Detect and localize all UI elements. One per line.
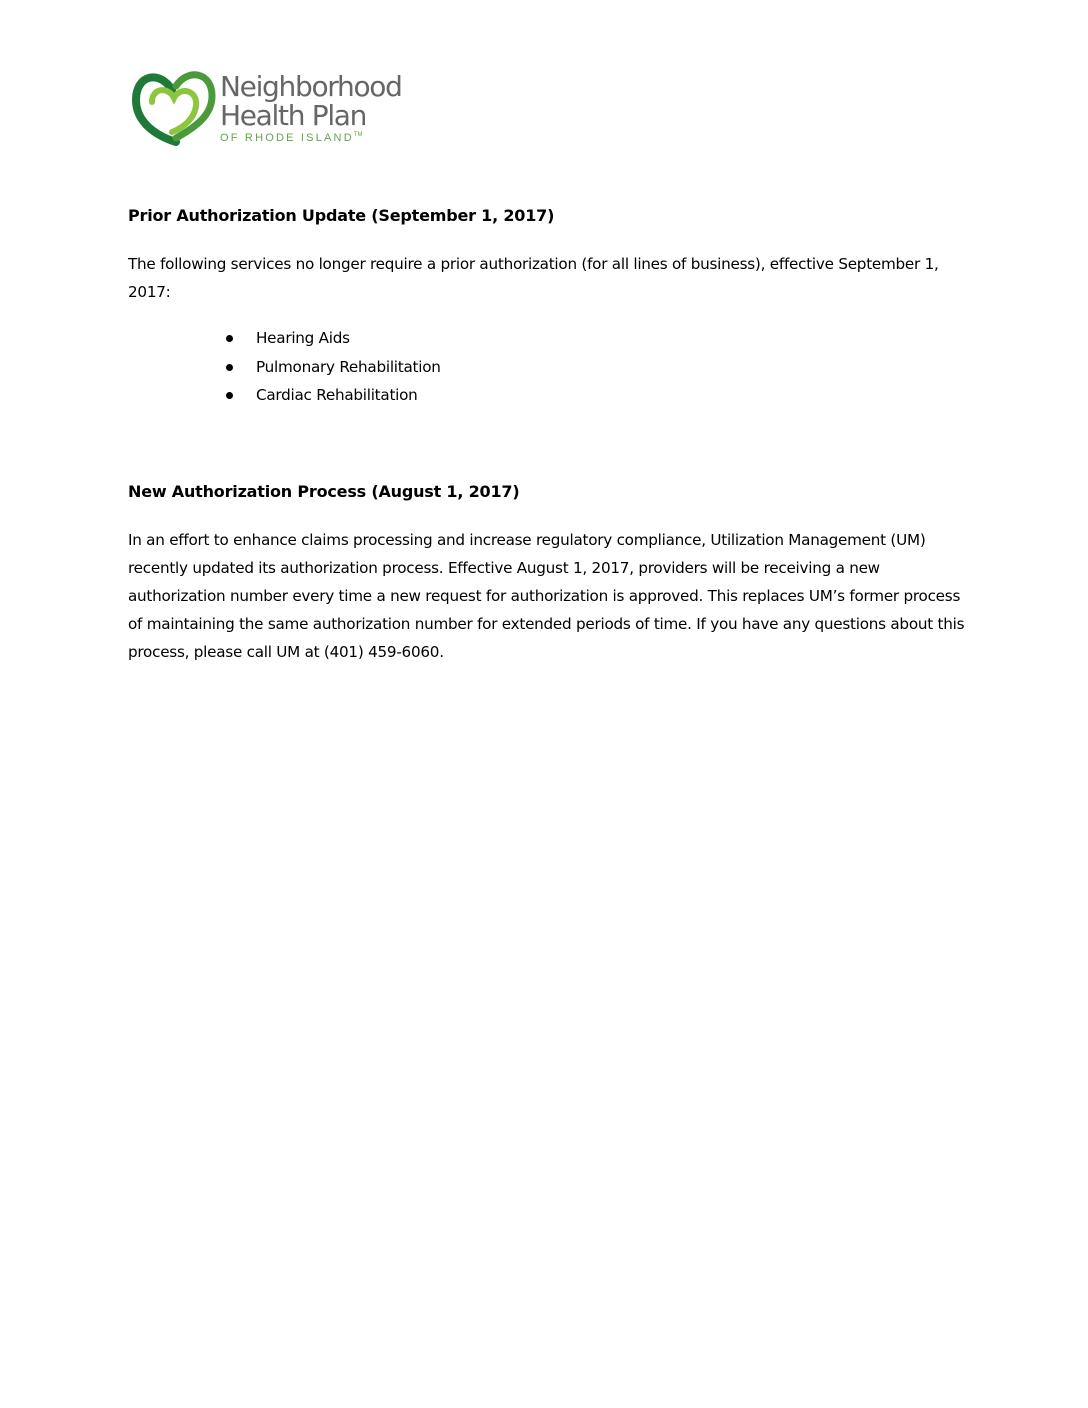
logo-wordmark [220,72,440,144]
section-2-body: In an effort to enhance claims processing and increase regulatory compliance, Utilization Management (UM) recently updated its authorization process. Effective August 1, 2017, providers will be receiving a new authorization number every time a new request for authorization is approved. This replaces UM’s former process of maintaining the same authorization number for extended periods of time. If you have any questions about this process, please call UM at (401) 459-6060. [128,530,965,661]
trademark-mark: TM [353,132,363,138]
heart-swirl-logo-icon [132,66,216,146]
logo-subtitle-text: OF RHODE ISLAND [220,132,354,144]
logo-subtitle [220,132,440,144]
logo-line-2: Health Plan [220,99,367,132]
list-item-text: Hearing Aids [256,329,350,347]
list-item [226,353,968,382]
section-1-intro: The following services no longer require a prior authorization (for all lines of business), effective September 1, 2017: [128,255,939,301]
section-1-title: Prior Authorization Update (September 1, 2017) [128,206,555,225]
logo-line-1: Neighborhood [220,70,402,103]
section-2-title: New Authorization Process (August 1, 2017) [128,481,520,501]
list-item [226,324,968,353]
service-list [128,324,968,410]
bullet-icon [226,335,233,342]
bullet-icon [226,392,233,399]
bullet-icon [226,364,233,371]
document-body [128,202,968,666]
list-item [226,381,968,410]
list-item-text: Pulmonary Rehabilitation [256,357,441,376]
list-item-text: Cardiac Rehabilitation [256,386,418,405]
company-logo [132,66,432,150]
